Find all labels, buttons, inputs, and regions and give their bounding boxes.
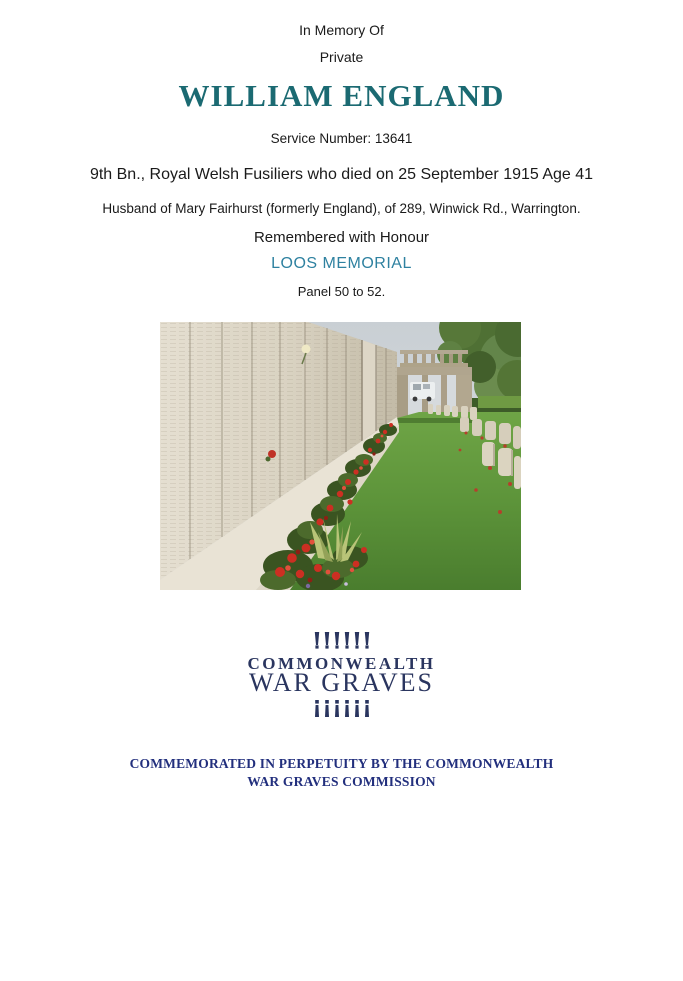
loos-memorial-photo [160, 322, 521, 590]
cwgc-logo-line1: COMMONWEALTH [247, 654, 436, 673]
family-line: Husband of Mary Fairhurst (formerly England), of 289, Winwick Rd., Warrington. [102, 201, 581, 216]
honour-line: Remembered with Honour [253, 229, 430, 246]
footer-line2: WAR GRAVES COMMISSION [247, 774, 436, 789]
memorial-name: LOOS MEMORIAL [271, 255, 412, 272]
cwgc-bottom-marks-icon [0, 700, 683, 723]
cwgc-logo-line2: WAR GRAVES [249, 668, 434, 697]
cwgc-top-marks-icon [0, 632, 683, 655]
panel-line: Panel 50 to 52. [297, 284, 386, 299]
service-number: Service Number: 13641 [270, 131, 413, 146]
footer-line1: COMMEMORATED IN PERPETUITY BY THE COMMONWEALTH [129, 756, 554, 771]
dedication-line: In Memory Of [299, 22, 384, 38]
unit-line: 9th Bn., Royal Welsh Fusiliers who died on 25 September 1915 Age 41 [89, 166, 594, 183]
soldier-name: WILLIAM ENGLAND [178, 78, 505, 113]
rank-line: Private [319, 49, 364, 65]
